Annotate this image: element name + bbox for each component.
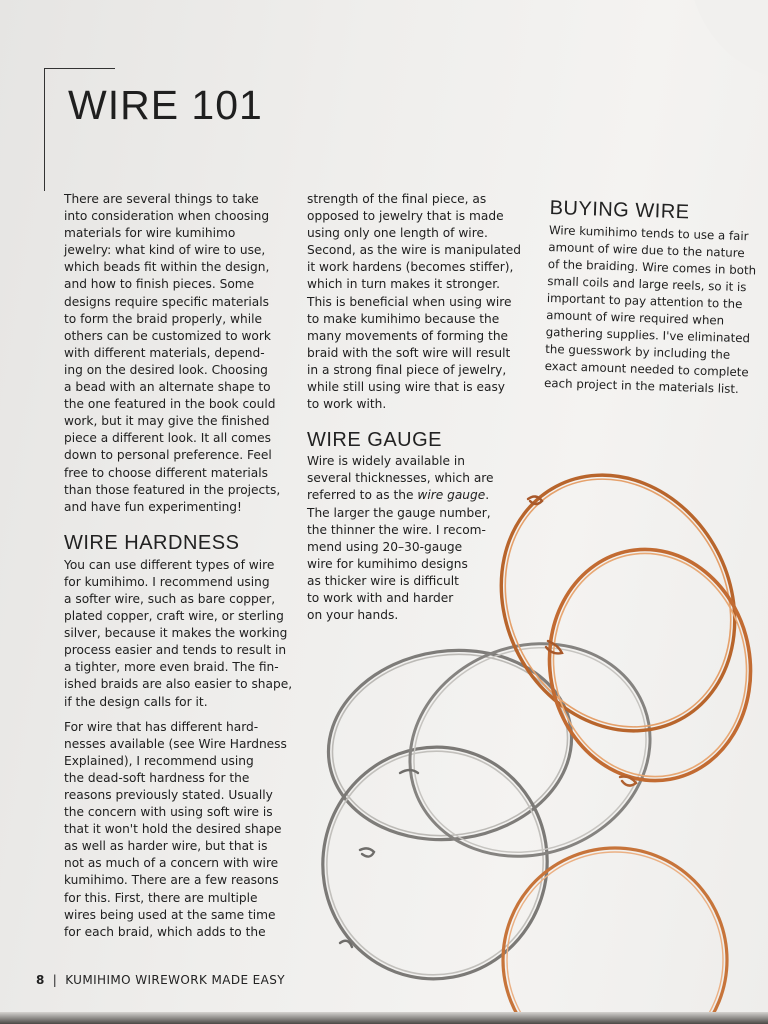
page-footer	[36, 973, 285, 987]
continued-paragraph: strength of the final piece, as opposed to jewelry that is made using only one length of wire. Second, as the wire is manipulated it work hardens (becomes stiffer), which in turn makes it stronger. This is beneficial when using wire to make kumihimo because the many movements of forming the braid with the soft wire will result in a strong final piece of jewelry, while still using wire that is easy to work with.	[307, 192, 522, 412]
page-title: WIRE 101	[68, 82, 263, 128]
page-bottom-edge	[0, 1012, 768, 1024]
intro-paragraph: There are several things to take into consideration when choosing materials for wire kumihimo jewelry: what kind of wire to use, which beads fit within the design, and how to finish pieces. Some designs require specific materials to form the braid properly, while others can be customized to work with different materials, depend- ing on the desired look. Choosing a bead with an alternate shape to the one featured in the book could work, but it may give the finished piece a different look. It all comes down to personal preference. Feel free to choose different materials than those featured in the projects, and have fun experimenting!	[64, 192, 281, 514]
buying-wire-heading: BUYING WIRE	[549, 197, 690, 224]
buying-paragraph: Wire kumihimo tends to use a fair amount of wire due to the nature of the braiding. Wire comes in both small coils and large reels, so it is important to pay attention to the amount of wire required when gathering supplies. I've eliminated the guesswork by including the exact amount needed to complete each project in the materials list.	[543, 222, 757, 397]
column-3	[544, 197, 760, 399]
hardness-paragraph-2: For wire that has different hard- nesses available (see Wire Hardness Explained), I recommend using the dead-soft hardness for the reasons previously stated. Usually the concern with using soft wire is that it won't hold the desired shape as well as harder wire, but that is not as much of a concern with wire kumihimo. There are a few reasons for this. First, there are multiple wires being used at the same time for each braid, which adds to the	[64, 719, 287, 939]
gauge-text-after: . The larger the gauge number, the thinner the wire. I recom- mend using 20–30-gauge wire for kumihimo designs as thicker wire is difficult to work with and harder on your hands.	[307, 488, 491, 623]
column-1	[64, 191, 294, 941]
silver-wire-coil-1	[316, 635, 584, 855]
wire-gauge-heading: WIRE GAUGE	[307, 429, 443, 452]
wire-coils-photo	[300, 455, 768, 1024]
page-curl	[688, 0, 768, 80]
copper-wire-coil-1	[457, 455, 768, 772]
copper-wire-coil-3	[503, 848, 727, 1024]
book-title: KUMIHIMO WIREWORK MADE EASY	[65, 973, 285, 987]
silver-wire-coil-2	[301, 726, 568, 1000]
wire-gauge-term: wire gauge	[417, 488, 486, 503]
silver-wire-coil-3	[380, 611, 680, 890]
hardness-paragraph-1: You can use different types of wire for kumihimo. I recommend using a softer wire, such as bare copper, plated copper, craft wire, or sterling silver, because it makes the working process easier and tends to result in a tighter, more even braid. The fin- ished braids are also easier to shape, if the design calls for it.	[64, 557, 293, 709]
gauge-text-before: Wire is widely available in several thicknesses, which are referred to as the	[307, 454, 494, 503]
page-number: 8	[36, 973, 45, 987]
wire-hardness-heading: WIRE HARDNESS	[64, 531, 240, 554]
footer-separator: |	[52, 973, 58, 987]
